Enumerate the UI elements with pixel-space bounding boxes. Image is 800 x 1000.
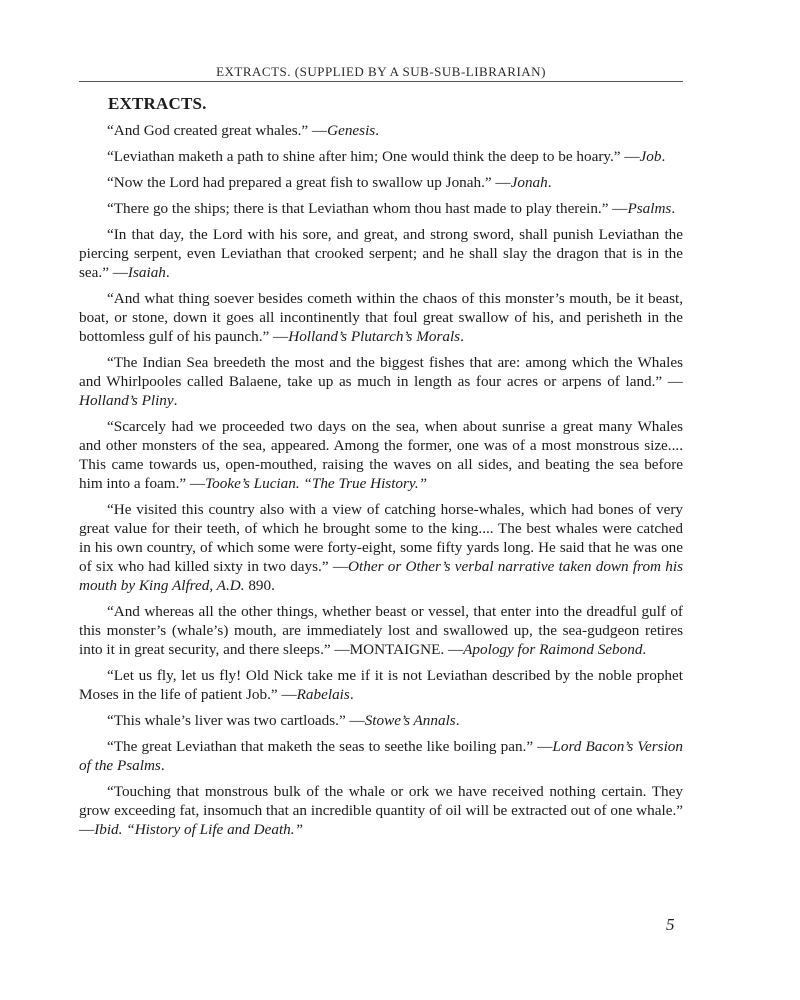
extract-source: Holland’s Pliny bbox=[79, 392, 174, 409]
extract-paragraph: “Now the Lord had prepared a great fish to swallow up Jonah.” —Jonah. bbox=[107, 174, 552, 191]
extract-source: Job bbox=[639, 148, 662, 165]
extract-paragraph: “This whale’s liver was two cartloads.” —Stowe’s Annals. bbox=[107, 712, 460, 729]
extract-source: Lord Bacon’s Version of the Psalms bbox=[79, 738, 683, 774]
extract-paragraph: “And whereas all the other things, whether beast or vessel, that enter into the dreadful gulf of this monster’s (whale’s) mouth, are immediately lost and swallowed up, the sea-gudgeon retires into it in great security, and there sleeps.” —MONTAIGNE. —Apology for Raimond Sebond. bbox=[79, 603, 683, 658]
extract-source: Holland’s Plutarch’s Morals bbox=[288, 328, 461, 345]
extract-source: Isaiah bbox=[127, 264, 166, 281]
extract-source: Rabelais bbox=[296, 686, 350, 703]
extract-paragraph: “In that day, the Lord with his sore, and great, and strong sword, shall punish Leviathan the piercing serpent, even Leviathan that crooked serpent; and he shall slay the dragon that is in the sea.” —Isaiah. bbox=[79, 226, 683, 281]
extract-paragraph: “And God created great whales.” —Genesis. bbox=[107, 122, 380, 139]
extract-source: Tooke’s Lucian. “The True History.” bbox=[205, 475, 428, 492]
extract-paragraph: “The Indian Sea breedeth the most and the biggest fishes that are: among which the Whales and Whirlpooles called Balaene, take up as much in length as four acres or arpens of land.” —Holland’s Pliny. bbox=[79, 354, 683, 409]
page-body bbox=[79, 94, 683, 846]
extract-paragraph: “Leviathan maketh a path to shine after him; One would think the deep to be hoary.” —Job. bbox=[107, 148, 666, 165]
extract-source: Stowe’s Annals bbox=[364, 712, 456, 729]
section-title: EXTRACTS. bbox=[108, 94, 207, 113]
page-number: 5 bbox=[666, 915, 675, 934]
extract-source: Psalms bbox=[627, 200, 672, 217]
extract-source: Ibid. “History of Life and Death.” bbox=[94, 821, 304, 838]
extract-paragraph: “There go the ships; there is that Leviathan whom thou hast made to play therein.” —Psalms. bbox=[107, 200, 676, 217]
extract-paragraph: “Scarcely had we proceeded two days on the sea, when about sunrise a great many Whales and other monsters of the sea, appeared. Among the former, one was of a most monstrous size.... This came towards us, open-mouthed, raising the waves on all sides, and beating the sea before him into a foam.” —Tooke’s Lucian. “The True History.” bbox=[79, 418, 683, 492]
extract-source: Apology for Raimond Sebond bbox=[463, 641, 643, 658]
extract-source: Other or Other’s verbal narrative taken down from his mouth by King Alfred, A.D. bbox=[79, 558, 683, 594]
running-head: EXTRACTS. (SUPPLIED BY A SUB-SUB-LIBRARIAN) bbox=[216, 64, 546, 79]
extract-paragraph: “Touching that monstrous bulk of the whale or ork we have received nothing certain. They grow exceeding fat, insomuch that an incredible quantity of oil will be extracted out of one whale.” —Ibid. “History of Life and Death.” bbox=[79, 783, 683, 838]
extract-source: Genesis bbox=[327, 122, 376, 139]
extract-paragraph: “And what thing soever besides cometh within the chaos of this monster’s mouth, be it beast, boat, or stone, down it goes all incontinently that foul great swallow of his, and perisheth in the bottomless gulf of his paunch.” —Holland’s Plutarch’s Morals. bbox=[79, 290, 683, 345]
extract-paragraph: “The great Leviathan that maketh the seas to seethe like boiling pan.” —Lord Bacon’s Version of the Psalms. bbox=[79, 738, 683, 774]
header-rule bbox=[79, 81, 683, 82]
extract-paragraph: “He visited this country also with a view of catching horse-whales, which had bones of very great value for their teeth, of which he brought some to the king.... The best whales were catched in his own country, of which some were forty-eight, some fifty yards long. He said that he was one of six who had killed sixty in two days.” —Other or Other’s verbal narrative taken down from his mouth by King Alfred, A.D. 890. bbox=[79, 501, 683, 594]
extract-paragraph: “Let us fly, let us fly! Old Nick take me if it is not Leviathan described by the noble prophet Moses in the life of patient Job.” —Rabelais. bbox=[79, 667, 683, 703]
extract-source: Jonah bbox=[510, 174, 548, 191]
